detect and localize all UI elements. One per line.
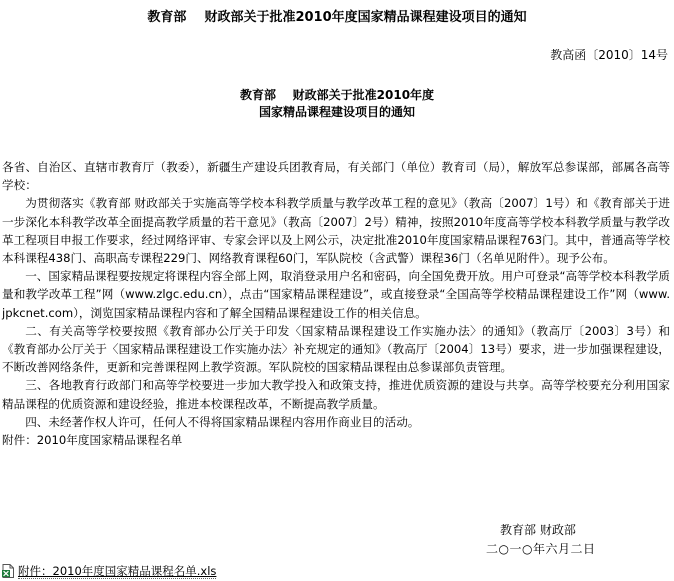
- paragraph-item-1: 一、国家精品课程要按规定将课程内容全部上网，取消登录用户名和密码，向全国免费开放。用户可登录“高等学校本科教学质量和教学改革工程”网（www.zlgc.edu.cn），点击“国家精品课程建设”，或直接登录“全国高等学校精品课程建设工作”网（www. jpkcnet.com），浏览国家精品课程内容和了解全国精品课程建设工作的相关信息。: [2, 269, 670, 320]
- notice-body: [2, 158, 670, 449]
- paragraph-intro: 为贯彻落实《教育部 财政部关于实施高等学校本科教学质量与教学改革工程的意见》（教高〔2007〕1号）和《教育部关于进一步深化本科教学改革全面提高教学质量的若干意见》（教高〔2007〕2号）精神，按照2010年度高等学校本科教学质量与教学改革工程项目申报工作要求，经过网络评审、专家会评以及上网公示，决定批准2010年度国家精品课程763门。其中，普通高等学校本科课程438门、高职高专课程229门、网络教育课程60门，军队院校（含武警）课程36门（名单见附件）。现予公布。: [2, 196, 670, 266]
- paragraph-item-4: 四、未经著作权人许可，任何人不得将国家精品课程内容用作商业目的活动。: [25, 414, 420, 429]
- paragraph-item-3: 三、各地教育行政部门和高等学校要进一步加大教学投入和政策支持，推进优质资源的建设与共享。高等学校要充分利用国家精品课程的优质资源和建设经验，推进本校课程改革，不断提高教学质量。: [2, 378, 670, 411]
- excel-file-icon: [2, 564, 14, 578]
- signers: 教育部 财政部: [500, 523, 576, 537]
- page-title: 教育部 财政部关于批准2010年度国家精品课程建设项目的通知: [147, 10, 527, 25]
- attachment-download-link[interactable]: [2, 563, 216, 579]
- sign-date: 二○一○年六月二日: [486, 542, 596, 556]
- attachment-link-label[interactable]: 附件：2010年度国家精品课程名单.xls: [18, 563, 217, 578]
- header-title-line-1: 教育部 财政部关于批准2010年度: [239, 88, 435, 102]
- header-title-line-2: 国家精品课程建设项目的通知: [258, 105, 415, 119]
- attachment-note: 附件：2010年度国家精品课程名单: [2, 433, 183, 448]
- paragraph-item-2: 二、有关高等学校要按照《教育部办公厅关于印发〈国家精品课程建设工作实施办法〉的通知》（教高厅〔2003〕3号）和《教育部办公厅关于〈国家精品课程建设工作实施办法〉补充规定的通知》（教高厅〔2004〕13号）要求，进一步加强课程建设，不断改善网络条件，更新和完善课程网上教学资源。军队院校的国家精品课程由总参谋部负责管理。: [2, 323, 670, 375]
- document-number: 教高函〔2010〕14号: [550, 48, 668, 62]
- addressee: 各省、自治区、直辖市教育厅（教委），新疆生产建设兵团教育局，有关部门（单位）教育司（局），解放军总参谋部，部属各高等学校：: [2, 160, 670, 193]
